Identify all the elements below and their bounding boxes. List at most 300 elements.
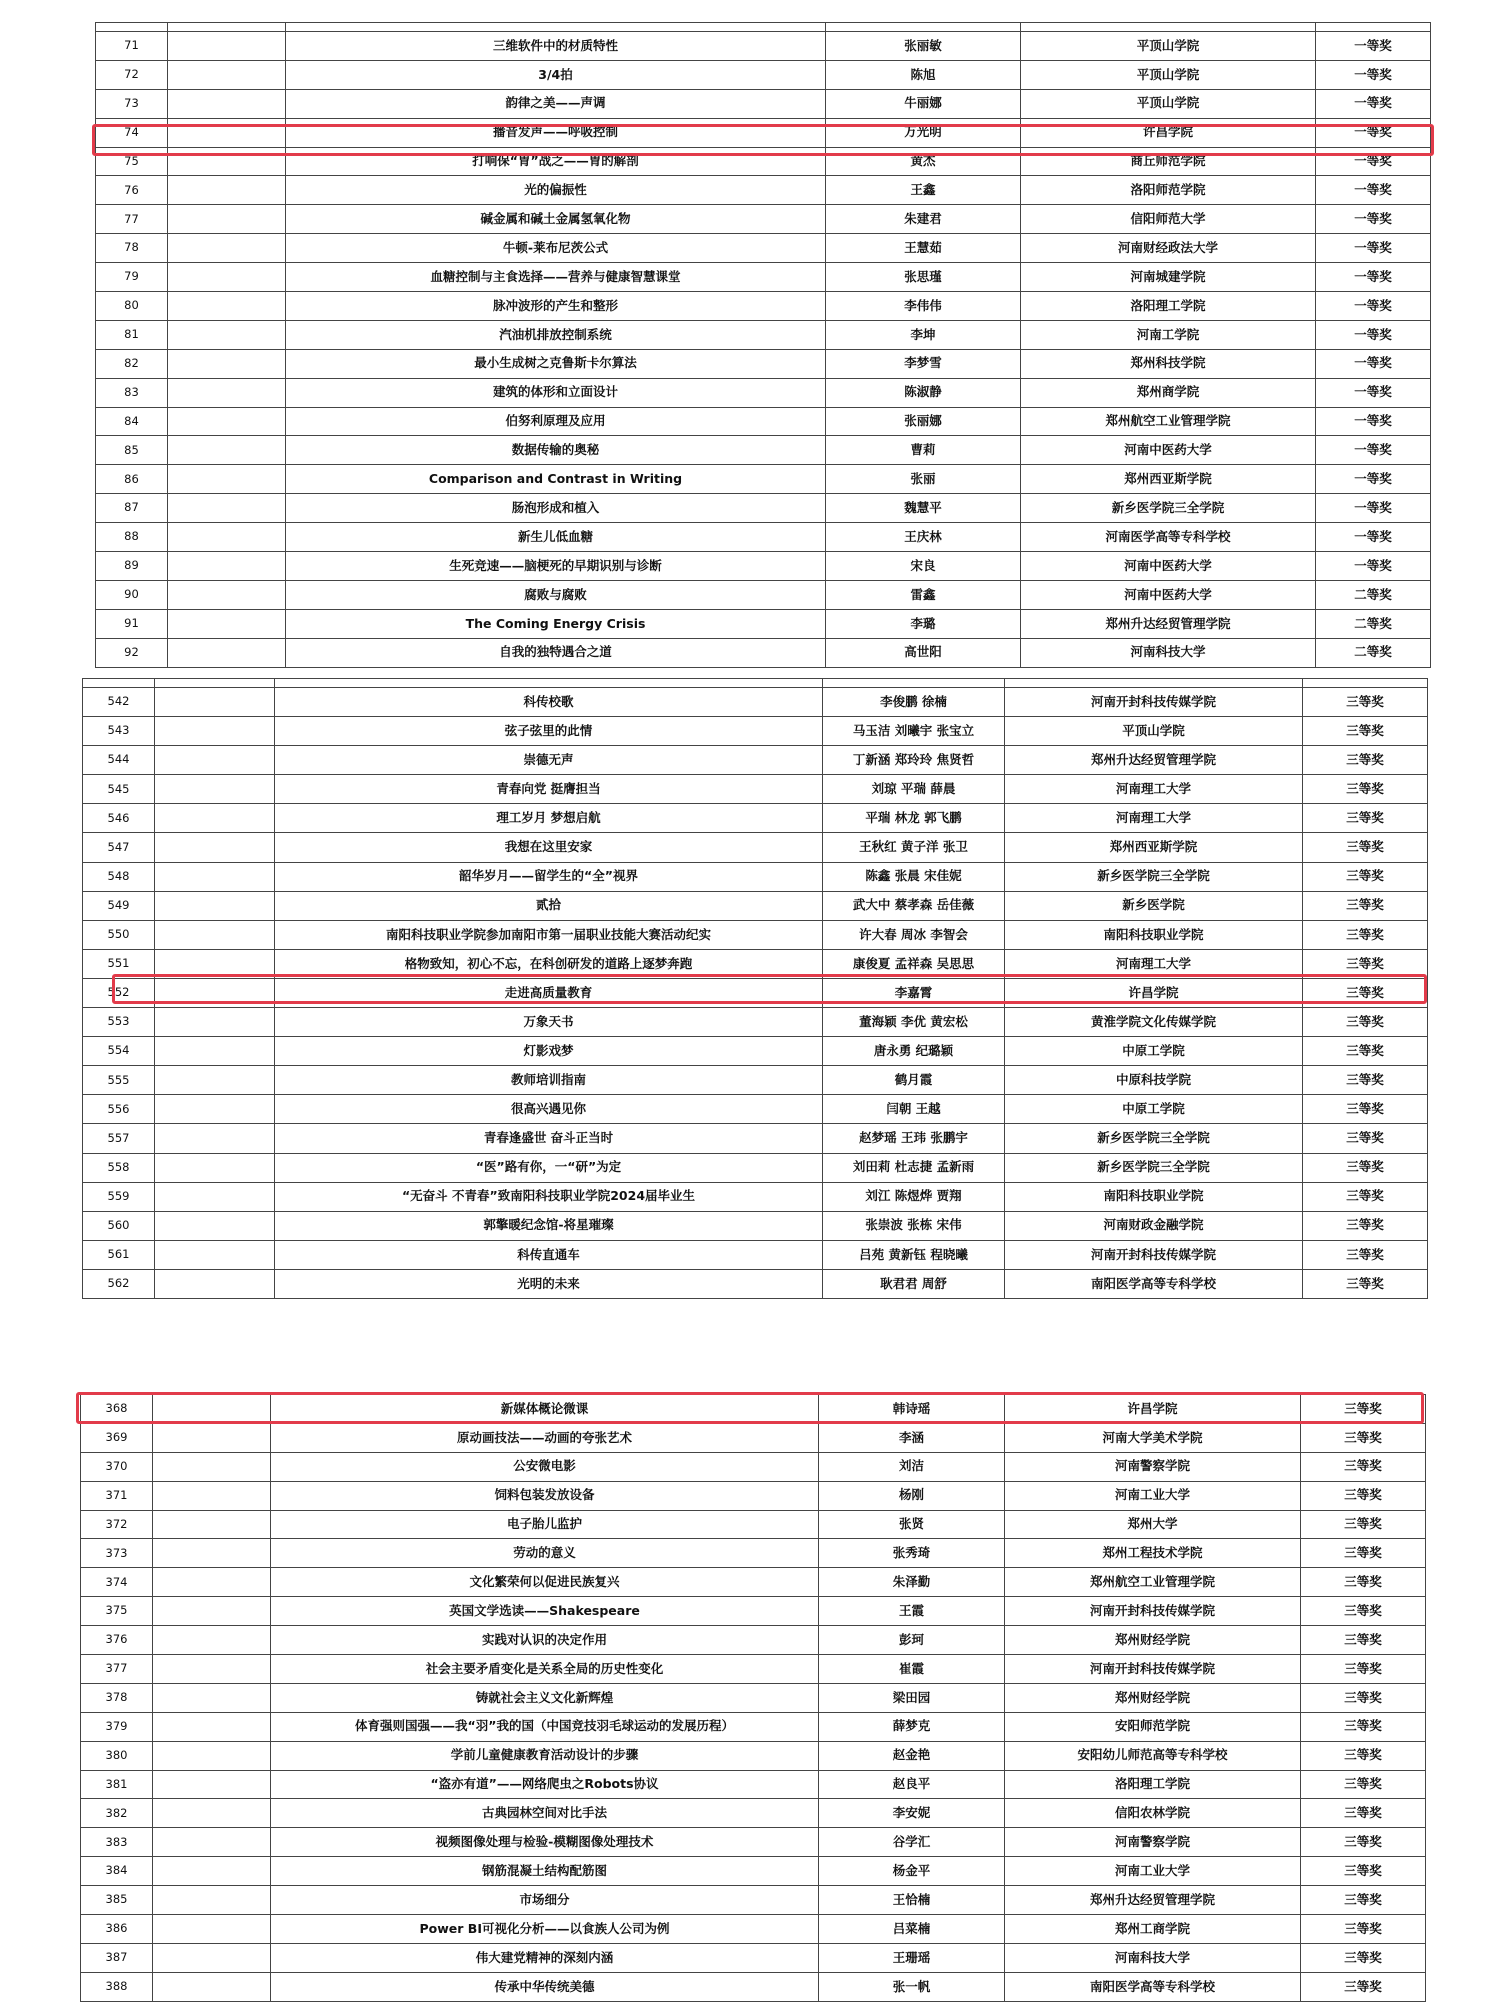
cell-title: 最小生成树之克鲁斯卡尔算法	[286, 349, 826, 378]
cell-blank	[153, 1712, 271, 1741]
cell-author: 薛梦克	[819, 1712, 1005, 1741]
table-row	[83, 717, 1428, 746]
cell-number: 548	[83, 862, 155, 891]
cell-number: 91	[96, 609, 168, 638]
cell-number: 551	[83, 949, 155, 978]
cell-institution: 郑州西亚斯学院	[1005, 833, 1303, 862]
cell-number: 546	[83, 804, 155, 833]
cell-institution: 郑州西亚斯学院	[1021, 465, 1316, 494]
cell-blank	[153, 1972, 271, 2001]
cell-institution: 河南工学院	[1021, 320, 1316, 349]
cell-title: “医”路有你，一“研”为定	[275, 1153, 823, 1182]
cell-title: 数据传输的奥秘	[286, 436, 826, 465]
cell-institution: 平顶山学院	[1021, 89, 1316, 118]
cell-blank	[153, 1770, 271, 1799]
cell-title: 公安微电影	[271, 1452, 819, 1481]
cell-number: 381	[81, 1770, 153, 1799]
cell-number: 368	[81, 1395, 153, 1424]
cell-number: 78	[96, 234, 168, 263]
cell-institution: 河南理工大学	[1005, 949, 1303, 978]
cell-institution	[1021, 23, 1316, 32]
table-row	[96, 494, 1431, 523]
cell-title: Power BI可视化分析——以食族人公司为例	[271, 1915, 819, 1944]
table-row	[81, 1915, 1426, 1944]
cell-blank	[168, 234, 286, 263]
cell-title: 钢筋混凝土结构配筋图	[271, 1857, 819, 1886]
cell-blank	[168, 32, 286, 61]
cell-blank	[168, 378, 286, 407]
cell-institution: 商丘师范学院	[1021, 147, 1316, 176]
cell-number: 388	[81, 1972, 153, 2001]
cell-title: 学前儿童健康教育活动设计的步骤	[271, 1741, 819, 1770]
cell-award: 三等奖	[1303, 833, 1428, 862]
cell-number: 370	[81, 1452, 153, 1481]
cell-number: 382	[81, 1799, 153, 1828]
cell-award: 三等奖	[1301, 1683, 1426, 1712]
cell-author: 牛丽娜	[826, 89, 1021, 118]
cell-institution: 平顶山学院	[1021, 32, 1316, 61]
cell-award: 三等奖	[1301, 1972, 1426, 2001]
cell-author: 鹤月霞	[823, 1066, 1005, 1095]
cell-number: 76	[96, 176, 168, 205]
table-row	[83, 1037, 1428, 1066]
cell-blank	[168, 580, 286, 609]
table-row	[96, 32, 1431, 61]
cell-institution: 河南工业大学	[1005, 1481, 1301, 1510]
table-row	[83, 688, 1428, 717]
cell-blank	[168, 552, 286, 581]
cell-author: 雷鑫	[826, 580, 1021, 609]
cell-title: 青春逢盛世 奋斗正当时	[275, 1124, 823, 1153]
cell-number: 386	[81, 1915, 153, 1944]
cell-author: 丁新涵 郑玲玲 焦贤哲	[823, 746, 1005, 775]
cell-institution: 河南警察学院	[1005, 1452, 1301, 1481]
cell-author: 朱建君	[826, 205, 1021, 234]
cell-award: 三等奖	[1303, 717, 1428, 746]
cell-number: 74	[96, 118, 168, 147]
cell-title: 劳动的意义	[271, 1539, 819, 1568]
cell-institution: 河南理工大学	[1005, 804, 1303, 833]
cell-author: 赵梦瑶 王玮 张鹏宇	[823, 1124, 1005, 1153]
cell-title: 文化繁荣何以促进民族复兴	[271, 1568, 819, 1597]
cell-number: 373	[81, 1539, 153, 1568]
cell-title: 播音发声——呼吸控制	[286, 118, 826, 147]
table-row	[81, 1741, 1426, 1770]
cell-author: 崔霞	[819, 1655, 1005, 1684]
cell-title: 体育强则国强——我“羽”我的国（中国竞技羽毛球运动的发展历程）	[271, 1712, 819, 1741]
cell-number: 550	[83, 920, 155, 949]
cell-institution: 许昌学院	[1005, 978, 1303, 1007]
cell-title: 郭擎暖纪念馆-将星璀璨	[275, 1211, 823, 1240]
cell-author: 王秋红 黄子洋 张卫	[823, 833, 1005, 862]
cell-blank	[153, 1741, 271, 1770]
cell-blank	[168, 407, 286, 436]
cell-number: 556	[83, 1095, 155, 1124]
cell-blank	[155, 746, 275, 775]
cell-blank	[155, 1153, 275, 1182]
cell-title: 原动画技法——动画的夸张艺术	[271, 1423, 819, 1452]
cell-blank	[153, 1423, 271, 1452]
cell-blank	[168, 638, 286, 667]
cell-institution: 河南中医药大学	[1021, 552, 1316, 581]
cell-award: 三等奖	[1303, 920, 1428, 949]
cell-number: 380	[81, 1741, 153, 1770]
cell-institution: 河南城建学院	[1021, 263, 1316, 292]
cell-award: 一等奖	[1316, 234, 1431, 263]
cell-blank	[153, 1481, 271, 1510]
cell-institution: 郑州工商学院	[1005, 1915, 1301, 1944]
cell-number: 79	[96, 263, 168, 292]
table-row	[83, 1008, 1428, 1037]
cell-author: 韩诗瑶	[819, 1395, 1005, 1424]
cell-blank	[155, 679, 275, 688]
cell-institution: 河南开封科技传媒学院	[1005, 1655, 1301, 1684]
cell-number: 92	[96, 638, 168, 667]
cell-number: 86	[96, 465, 168, 494]
table-row	[81, 1481, 1426, 1510]
cell-blank	[155, 1182, 275, 1211]
table-row	[81, 1886, 1426, 1915]
cell-number: 385	[81, 1886, 153, 1915]
cell-number: 71	[96, 32, 168, 61]
cell-award: 一等奖	[1316, 523, 1431, 552]
cell-blank	[168, 465, 286, 494]
table-row	[83, 862, 1428, 891]
cell-blank	[168, 263, 286, 292]
cell-author: 马玉洁 刘曦宇 张宝立	[823, 717, 1005, 746]
cell-blank	[155, 1066, 275, 1095]
cell-institution: 新乡医学院	[1005, 891, 1303, 920]
cell-author: 康俊夏 孟祥森 吴思思	[823, 949, 1005, 978]
cell-author: 吕菜楠	[819, 1915, 1005, 1944]
table-row	[83, 891, 1428, 920]
cell-blank	[155, 1240, 275, 1269]
cell-award: 三等奖	[1301, 1712, 1426, 1741]
table-row	[96, 176, 1431, 205]
cell-title: 英国文学选读——Shakespeare	[271, 1597, 819, 1626]
cell-author: 高世阳	[826, 638, 1021, 667]
cell-author: 张丽娜	[826, 407, 1021, 436]
cell-title: 科传校歌	[275, 688, 823, 717]
table-row	[81, 1857, 1426, 1886]
cell-author: 曹莉	[826, 436, 1021, 465]
cell-award: 三等奖	[1301, 1510, 1426, 1539]
cell-award: 三等奖	[1303, 1240, 1428, 1269]
cell-title: 脉冲波形的产生和整形	[286, 292, 826, 321]
cell-blank	[153, 1799, 271, 1828]
cell-title: 青春向党 挺膺担当	[275, 775, 823, 804]
cell-author: 张丽	[826, 465, 1021, 494]
cell-number: 543	[83, 717, 155, 746]
table-row	[96, 436, 1431, 465]
award-table-section-3	[80, 1394, 1426, 2002]
cell-award: 一等奖	[1316, 176, 1431, 205]
table-row	[83, 1269, 1428, 1298]
cell-award: 三等奖	[1301, 1886, 1426, 1915]
cell-blank	[155, 1211, 275, 1240]
cell-number: 87	[96, 494, 168, 523]
table-row	[83, 804, 1428, 833]
cell-title: 肠泡形成和植入	[286, 494, 826, 523]
cell-blank	[155, 717, 275, 746]
cell-author: 王珊瑶	[819, 1943, 1005, 1972]
cell-title: The Coming Energy Crisis	[286, 609, 826, 638]
table-row	[81, 1770, 1426, 1799]
table-row	[83, 920, 1428, 949]
cell-title: 生死竞速——脑梗死的早期识别与诊断	[286, 552, 826, 581]
table-row	[81, 1597, 1426, 1626]
cell-institution: 安阳幼儿师范高等专科学校	[1005, 1741, 1301, 1770]
table-row	[83, 1095, 1428, 1124]
cell-number: 554	[83, 1037, 155, 1066]
cell-institution: 郑州大学	[1005, 1510, 1301, 1539]
cell-title: 新生儿低血糖	[286, 523, 826, 552]
cell-institution: 郑州财经学院	[1005, 1626, 1301, 1655]
cell-award: 三等奖	[1301, 1943, 1426, 1972]
cell-number: 383	[81, 1828, 153, 1857]
cell-title: 崇德无声	[275, 746, 823, 775]
cell-award: 三等奖	[1301, 1857, 1426, 1886]
table-row	[96, 465, 1431, 494]
cell-award: 三等奖	[1303, 804, 1428, 833]
cell-blank	[155, 775, 275, 804]
cell-institution: 郑州航空工业管理学院	[1021, 407, 1316, 436]
cell-award: 三等奖	[1303, 949, 1428, 978]
cell-title: 腐败与腐败	[286, 580, 826, 609]
cell-number: 371	[81, 1481, 153, 1510]
cell-award: 三等奖	[1301, 1655, 1426, 1684]
cell-title: 视频图像处理与检验-模糊图像处理技术	[271, 1828, 819, 1857]
cell-author: 宋良	[826, 552, 1021, 581]
cell-blank	[155, 1037, 275, 1066]
cell-title: 传承中华传统美德	[271, 1972, 819, 2001]
cell-blank	[168, 205, 286, 234]
cell-institution: 洛阳理工学院	[1005, 1770, 1301, 1799]
cell-number: 562	[83, 1269, 155, 1298]
cell-author: 李安妮	[819, 1799, 1005, 1828]
cell-blank	[168, 609, 286, 638]
cell-author: 杨刚	[819, 1481, 1005, 1510]
cell-institution: 郑州升达经贸管理学院	[1021, 609, 1316, 638]
table-row	[81, 1828, 1426, 1857]
cell-author	[826, 23, 1021, 32]
table-row	[83, 746, 1428, 775]
cell-award: 三等奖	[1303, 1124, 1428, 1153]
cell-title: 铸就社会主义文化新辉煌	[271, 1683, 819, 1712]
cell-blank	[168, 89, 286, 118]
cell-blank	[168, 494, 286, 523]
cell-institution: 郑州工程技术学院	[1005, 1539, 1301, 1568]
table-row	[96, 523, 1431, 552]
cell-title: 走进高质量教育	[275, 978, 823, 1007]
cell-title	[275, 679, 823, 688]
cell-title: 伯努利原理及应用	[286, 407, 826, 436]
cell-number: 374	[81, 1568, 153, 1597]
cell-title: “盗亦有道”——网络爬虫之Robots协议	[271, 1770, 819, 1799]
cell-author: 陈鑫 张晨 宋佳妮	[823, 862, 1005, 891]
table-row	[96, 638, 1431, 667]
cell-author: 李涵	[819, 1423, 1005, 1452]
cell-blank	[168, 176, 286, 205]
cell-institution: 南阳科技职业学院	[1005, 1182, 1303, 1211]
cell-title: 三维软件中的材质特性	[286, 32, 826, 61]
cell-number: 542	[83, 688, 155, 717]
cell-award: 三等奖	[1301, 1770, 1426, 1799]
cell-award: 三等奖	[1301, 1539, 1426, 1568]
cell-number: 77	[96, 205, 168, 234]
cell-number: 89	[96, 552, 168, 581]
cell-institution: 平顶山学院	[1005, 717, 1303, 746]
cell-author: 许大春 周冰 李智会	[823, 920, 1005, 949]
cell-institution: 新乡医学院三全学院	[1005, 1153, 1303, 1182]
cell-number: 544	[83, 746, 155, 775]
cell-award: 三等奖	[1303, 746, 1428, 775]
cell-blank	[155, 891, 275, 920]
cell-title: 光明的未来	[275, 1269, 823, 1298]
cell-institution: 河南医学高等专科学校	[1021, 523, 1316, 552]
cell-author: 李梦雪	[826, 349, 1021, 378]
cell-blank	[155, 1008, 275, 1037]
cell-number: 545	[83, 775, 155, 804]
cell-blank	[153, 1539, 271, 1568]
cell-blank	[153, 1510, 271, 1539]
cell-number: 379	[81, 1712, 153, 1741]
cell-number: 549	[83, 891, 155, 920]
cell-award: 三等奖	[1301, 1597, 1426, 1626]
cell-institution: 河南科技大学	[1005, 1943, 1301, 1972]
cell-institution: 河南开封科技传媒学院	[1005, 688, 1303, 717]
cell-award: 一等奖	[1316, 263, 1431, 292]
cell-award: 三等奖	[1303, 1269, 1428, 1298]
cell-award: 三等奖	[1303, 1037, 1428, 1066]
cell-author: 董海颖 李优 黄宏松	[823, 1008, 1005, 1037]
cell-title: 贰拾	[275, 891, 823, 920]
cell-award: 三等奖	[1303, 688, 1428, 717]
cell-award: 三等奖	[1303, 978, 1428, 1007]
cell-number: 377	[81, 1655, 153, 1684]
cell-award: 三等奖	[1303, 891, 1428, 920]
table-row	[83, 1153, 1428, 1182]
table-row	[83, 1182, 1428, 1211]
cell-award: 一等奖	[1316, 552, 1431, 581]
table-row	[96, 60, 1431, 89]
table-row	[83, 1211, 1428, 1240]
cell-institution: 郑州航空工业管理学院	[1005, 1568, 1301, 1597]
cell-institution: 郑州升达经贸管理学院	[1005, 1886, 1301, 1915]
cell-award	[1316, 23, 1431, 32]
cell-title: 打响保“胃”战之——胃的解剖	[286, 147, 826, 176]
cell-title: 弦子弦里的此情	[275, 717, 823, 746]
table-row	[96, 263, 1431, 292]
cell-award: 三等奖	[1301, 1452, 1426, 1481]
cell-institution: 河南大学美术学院	[1005, 1423, 1301, 1452]
table-row	[96, 552, 1431, 581]
cell-award: 一等奖	[1316, 436, 1431, 465]
table-row	[96, 89, 1431, 118]
table-row	[81, 1799, 1426, 1828]
cell-institution: 新乡医学院三全学院	[1021, 494, 1316, 523]
table-row	[81, 1683, 1426, 1712]
cell-institution: 河南警察学院	[1005, 1828, 1301, 1857]
cell-institution: 河南财经政法大学	[1021, 234, 1316, 263]
cell-award: 一等奖	[1316, 205, 1431, 234]
table-row	[81, 1626, 1426, 1655]
cell-number: 369	[81, 1423, 153, 1452]
cell-award: 二等奖	[1316, 580, 1431, 609]
cell-institution: 河南理工大学	[1005, 775, 1303, 804]
table-row	[81, 1712, 1426, 1741]
highlight-box-row-368	[76, 1392, 1424, 1424]
cell-blank	[168, 292, 286, 321]
cell-institution: 郑州科技学院	[1021, 349, 1316, 378]
cell-title: 我想在这里安家	[275, 833, 823, 862]
highlight-box-row-74	[92, 124, 1434, 156]
cell-number: 75	[96, 147, 168, 176]
cell-institution: 信阳农林学院	[1005, 1799, 1301, 1828]
cell-institution: 河南工业大学	[1005, 1857, 1301, 1886]
cell-number: 84	[96, 407, 168, 436]
cell-award: 三等奖	[1301, 1626, 1426, 1655]
cell-title: 伟大建党精神的深刻内涵	[271, 1943, 819, 1972]
cell-title: 科传直通车	[275, 1240, 823, 1269]
cell-award: 一等奖	[1316, 32, 1431, 61]
cell-title: 灯影戏梦	[275, 1037, 823, 1066]
cell-blank	[168, 523, 286, 552]
cell-author: 耿君君 周舒	[823, 1269, 1005, 1298]
cell-title: 碱金属和碱土金属氢氧化物	[286, 205, 826, 234]
cell-award: 一等奖	[1316, 349, 1431, 378]
cell-institution: 郑州商学院	[1021, 378, 1316, 407]
cell-award: 三等奖	[1303, 1211, 1428, 1240]
cell-number: 555	[83, 1066, 155, 1095]
cell-number: 80	[96, 292, 168, 321]
cell-number: 561	[83, 1240, 155, 1269]
cell-number: 82	[96, 349, 168, 378]
cell-author: 吕苑 黄新钰 程晓曦	[823, 1240, 1005, 1269]
cell-number: 384	[81, 1857, 153, 1886]
cell-title: 格物致知，初心不忘，在科创研发的道路上逐梦奔跑	[275, 949, 823, 978]
cell-number: 375	[81, 1597, 153, 1626]
cell-title: 理工岁月 梦想启航	[275, 804, 823, 833]
cell-author: 刘田莉 杜志捷 孟新雨	[823, 1153, 1005, 1182]
cell-award: 一等奖	[1316, 292, 1431, 321]
cell-author: 张思瑾	[826, 263, 1021, 292]
table-row	[96, 378, 1431, 407]
cell-number: 376	[81, 1626, 153, 1655]
table-row	[81, 1655, 1426, 1684]
cell-blank	[153, 1452, 271, 1481]
table-row	[81, 1972, 1426, 2001]
cell-institution: 新乡医学院三全学院	[1005, 862, 1303, 891]
table-row	[96, 320, 1431, 349]
cell-number: 85	[96, 436, 168, 465]
cell-title: 很高兴遇见你	[275, 1095, 823, 1124]
cell-title: 新媒体概论微课	[271, 1395, 819, 1424]
cell-title: 实践对认识的决定作用	[271, 1626, 819, 1655]
cell-award: 三等奖	[1303, 1008, 1428, 1037]
cell-blank	[155, 1095, 275, 1124]
cell-number: 372	[81, 1510, 153, 1539]
cell-award: 一等奖	[1316, 89, 1431, 118]
cell-institution: 南阳医学高等专科学校	[1005, 1269, 1303, 1298]
table-row	[83, 1066, 1428, 1095]
cell-number: 558	[83, 1153, 155, 1182]
cell-author: 张丽敏	[826, 32, 1021, 61]
cell-title: 市场细分	[271, 1886, 819, 1915]
table-row	[83, 775, 1428, 804]
cell-award: 一等奖	[1316, 494, 1431, 523]
cell-blank	[153, 1915, 271, 1944]
